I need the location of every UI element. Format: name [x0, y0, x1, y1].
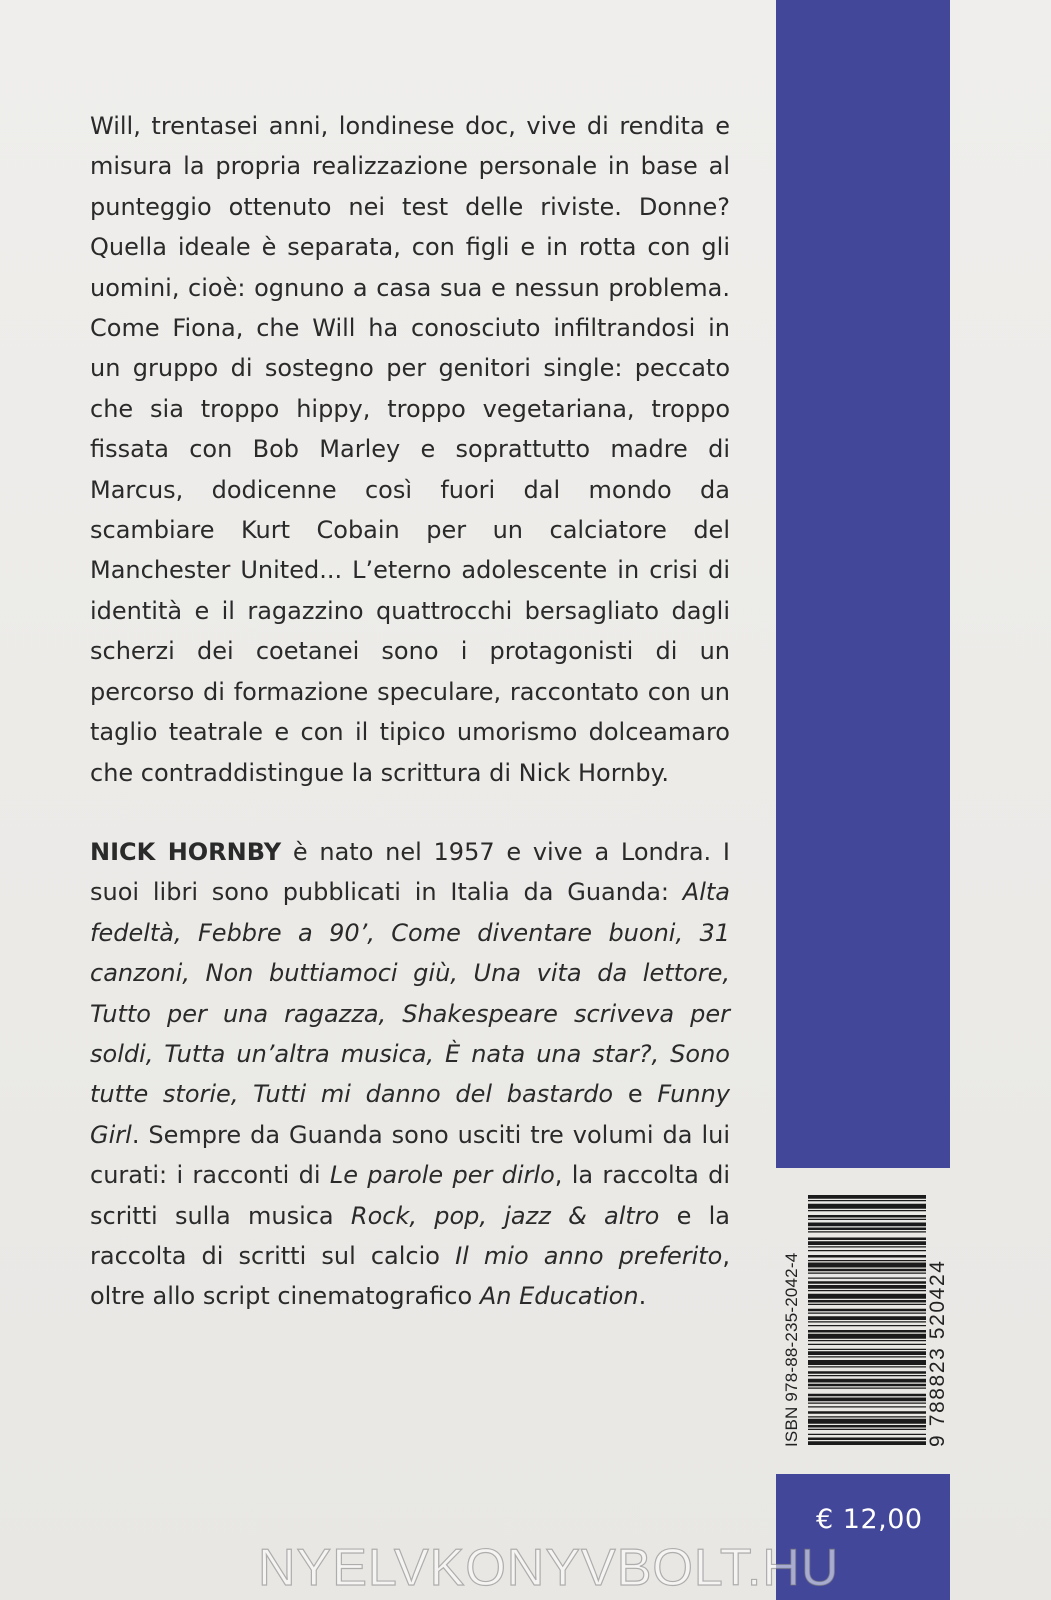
barcode-bar: [808, 1304, 926, 1305]
bio-title: Il mio anno preferito: [455, 1242, 723, 1271]
barcode-bar: [808, 1349, 926, 1350]
barcode-bar: [808, 1411, 926, 1414]
synopsis-paragraph: Will, trentasei anni, londinese doc, vive di rendita e misura la propria realizzazione personale in base al punteggio ottenuto nei test delle riviste. Donne? Quella ideale è separata, con figli e in rotta con gli uomini, cioè: ognuno a casa sua e nessun problema. Come Fiona, che Will ha conosciuto infiltrandosi in un gruppo di sostegno per genitori single: peccato che sia troppo hippy, troppo vegetariana, troppo fissata con Bob Marley e soprattutto madre di Marcus, dodicenne così fuori dal mondo da scambiare Kurt Cobain per un calciatore del Manchester United... L’eterno adolescente in crisi di identità e il ragazzino quattrocchi bersagliato dagli scherzi dei coetanei sono i protagonisti di un percorso di formazione speculare, raccontato con un taglio teatrale e con il tipico umorismo dolceamaro che contraddistingue la scrittura di Nick Hornby.: [90, 112, 730, 787]
bio-text: , la raccolta di scritti sulla musica: [90, 1161, 731, 1230]
barcode-bar: [808, 1406, 926, 1407]
barcode-bar: [808, 1384, 926, 1387]
barcode-bar: [808, 1379, 926, 1383]
barcode-bar: [808, 1330, 926, 1333]
barcode-bar: [808, 1263, 926, 1268]
bio-title: An Education: [479, 1282, 639, 1311]
barcode-bar: [808, 1255, 926, 1258]
barcode-bar: [808, 1238, 926, 1241]
barcode-bar: [808, 1419, 926, 1424]
barcode-bar: [808, 1441, 926, 1445]
barcode-bar: [808, 1434, 926, 1435]
barcode-bar: [808, 1425, 926, 1428]
bio-title: Rock, pop, jazz & altro: [350, 1201, 660, 1230]
barcode-bar: [808, 1321, 926, 1322]
barcode-bar: [808, 1204, 926, 1209]
barcode-bar: [808, 1195, 926, 1199]
barcode-bar: [808, 1215, 926, 1218]
barcode-bar: [808, 1316, 926, 1320]
bio-title: Le parole per dirlo: [329, 1161, 555, 1190]
barcode-bar: [808, 1325, 926, 1326]
barcode-bars: [808, 1195, 926, 1445]
barcode-bar: [808, 1313, 926, 1314]
barcode-bar: [808, 1241, 926, 1245]
barcode-bar: [808, 1246, 926, 1247]
barcode-bar: [808, 1290, 926, 1291]
barcode-bar: [808, 1231, 926, 1232]
bio-text: , oltre allo script cinematografico: [90, 1242, 731, 1311]
bio-text: .: [638, 1282, 647, 1311]
bio-text: e: [613, 1080, 658, 1109]
barcode-bar: [808, 1375, 926, 1376]
barcode-bar: [808, 1260, 926, 1261]
bio-titles: Alta fedeltà, Febbre a 90’, Come diventare buoni, 31 canzoni, Non buttiamoci giù, Una vita da lettore, Tutto per una ragazza, Shakespeare scriveva per soldi, Tutta un’altra musica, È nata una star?, Sono tutte storie, Tutti mi danno del bastardo: [90, 878, 730, 1109]
bio-text: è nato nel 1957 e vive a Londra. I suoi libri sono pubblicati in Italia da Guanda:: [90, 838, 730, 907]
barcode-bar: [808, 1285, 926, 1289]
barcode-bar: [808, 1366, 926, 1367]
bio-text: e la raccolta di scritti sul calcio: [90, 1201, 731, 1271]
author-name: NICK HORNBY: [90, 838, 282, 866]
bio-title: Funny Girl: [90, 1080, 731, 1149]
barcode-bar: [808, 1309, 926, 1312]
barcode-bar: [808, 1360, 926, 1365]
barcode-bar: [808, 1250, 926, 1251]
barcode-bar: [808, 1273, 926, 1274]
barcode-bar: [808, 1416, 926, 1417]
barcode-bar: [808, 1351, 926, 1355]
barcode-bar: [808, 1294, 926, 1299]
barcode-bar: [808, 1429, 926, 1430]
barcode-bar: [808, 1200, 926, 1201]
barcode-bar: [808, 1210, 926, 1211]
isbn-digits: 9 788823 520424: [926, 1259, 949, 1447]
barcode-bar: [808, 1340, 926, 1341]
author-bio-paragraph: [90, 832, 730, 1317]
barcode-bar: [808, 1403, 926, 1404]
bio-text: . Sempre da Guanda sono usciti tre volumi da lui curati: i racconti di: [90, 1120, 730, 1190]
barcode-bar: [808, 1278, 926, 1279]
blue-stripe: [776, 0, 950, 1168]
barcode-bar: [808, 1398, 926, 1402]
barcode-bar: [808, 1228, 926, 1231]
barcode-bar: [808, 1394, 926, 1397]
barcode-bar: [808, 1438, 926, 1441]
barcode-bar: [808, 1281, 926, 1284]
isbn-barcode: [784, 1193, 948, 1447]
barcode-bar: [808, 1269, 926, 1272]
barcode-bar: [808, 1223, 926, 1227]
barcode-bar: [808, 1300, 926, 1303]
barcode-bar: [808, 1371, 926, 1374]
watermark-text: NYELVKONYVBOLT.HU: [258, 1539, 840, 1597]
barcode-bar: [808, 1344, 926, 1345]
price-label: € 12,00: [816, 1504, 923, 1535]
isbn-label: ISBN 978-88-235-2042-4: [782, 1252, 801, 1447]
barcode-bar: [808, 1334, 926, 1339]
barcode-bar: [808, 1219, 926, 1220]
barcode-bar: [808, 1356, 926, 1357]
barcode-bar: [808, 1388, 926, 1389]
